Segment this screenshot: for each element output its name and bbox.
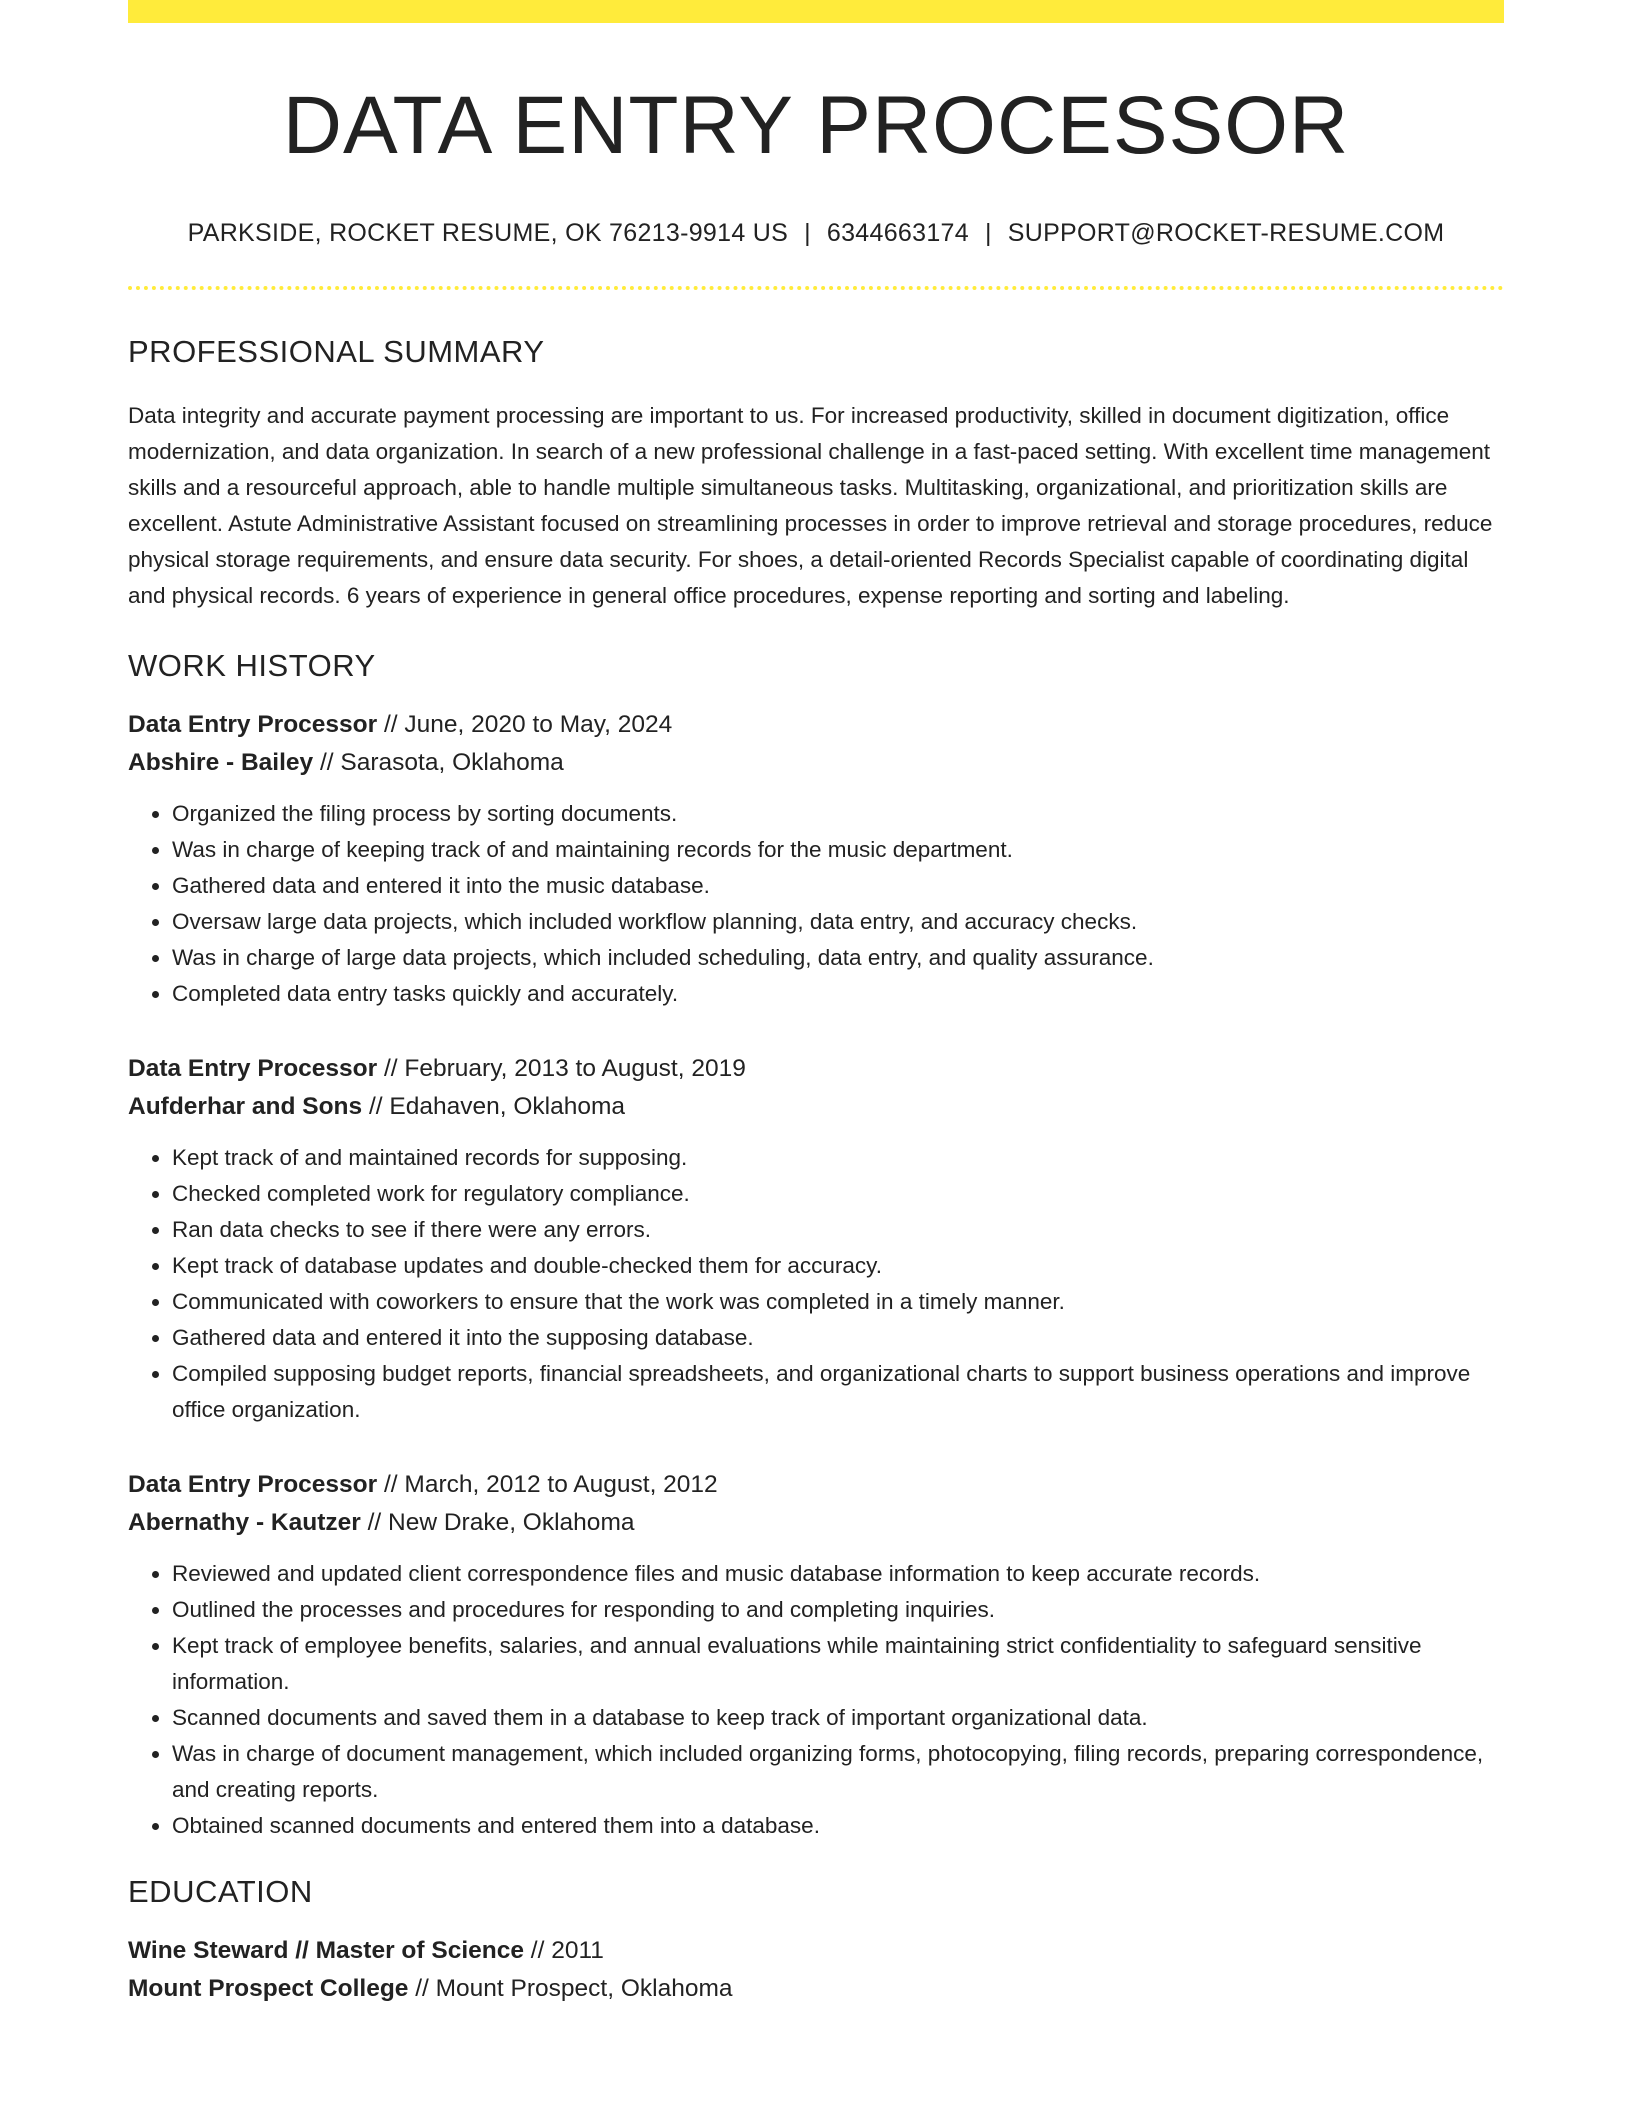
contact-separator: | (804, 219, 811, 248)
job-bullet: • Checked completed work for regulatory compliance. (172, 1176, 1504, 1212)
job-bullet: • Kept track of database updates and double-checked them for accuracy. (172, 1248, 1504, 1284)
job-bullet: • Gathered data and entered it into the music database. (172, 868, 1504, 904)
summary-heading: PROFESSIONAL SUMMARY (128, 334, 545, 370)
job-bullet: • Kept track of employee benefits, salaries, and annual evaluations while maintaining strict confidentiality to safeguard sensitive information. (172, 1628, 1504, 1700)
work-history-heading: WORK HISTORY (128, 648, 376, 684)
job-dates: // February, 2013 to August, 2019 (377, 1055, 746, 1083)
job-entry (128, 706, 1504, 1012)
job-dates: // March, 2012 to August, 2012 (377, 1471, 718, 1499)
job-bullet: • Compiled supposing budget reports, financial spreadsheets, and organizational charts to support business operations and improve office organization. (172, 1356, 1504, 1428)
job-bullet: • Gathered data and entered it into the supposing database. (172, 1320, 1504, 1356)
education-heading: EDUCATION (128, 1874, 313, 1910)
job-bullet: • Kept track of and maintained records for supposing. (172, 1140, 1504, 1176)
top-accent-bar (128, 0, 1504, 23)
education-school-line (128, 1970, 1504, 2008)
job-role-line (128, 1466, 1504, 1504)
job-location: // Sarasota, Oklahoma (313, 749, 564, 777)
job-bullet: • Outlined the processes and procedures for responding to and completing inquiries. (172, 1592, 1504, 1628)
job-bullet: • Was in charge of large data projects, which included scheduling, data entry, and quality assurance. (172, 940, 1504, 976)
job-role: Data Entry Processor (128, 1055, 378, 1083)
job-bullet: • Communicated with coworkers to ensure that the work was completed in a timely manner. (172, 1284, 1504, 1320)
education-entry (128, 1932, 1504, 2008)
job-bullets (128, 1140, 1504, 1428)
page-title: DATA ENTRY PROCESSOR (282, 80, 1350, 171)
job-company: Aufderhar and Sons (128, 1093, 363, 1121)
job-bullet: • Was in charge of keeping track of and maintaining records for the music department. (172, 832, 1504, 868)
job-bullet: • Scanned documents and saved them in a database to keep track of important organizational data. (172, 1700, 1504, 1736)
job-role: Data Entry Processor (128, 711, 378, 739)
job-role-line (128, 1050, 1504, 1088)
job-bullet: • Oversaw large data projects, which included workflow planning, data entry, and accuracy checks. (172, 904, 1504, 940)
dotted-divider (128, 286, 1504, 290)
job-bullets (128, 796, 1504, 1012)
job-entry (128, 1466, 1504, 1844)
contact-address: PARKSIDE, ROCKET RESUME, OK 76213-9914 US (187, 219, 789, 248)
job-location: // New Drake, Oklahoma (360, 1509, 635, 1537)
job-entry (128, 1050, 1504, 1428)
job-role-line (128, 706, 1504, 744)
job-location: // Edahaven, Oklahoma (362, 1093, 625, 1121)
education-location: // Mount Prospect, Oklahoma (408, 1975, 733, 2003)
job-bullet: • Reviewed and updated client correspondence files and music database information to keep accurate records. (172, 1556, 1504, 1592)
summary-text: Data integrity and accurate payment processing are important to us. For increased productivity, skilled in document digitization, office modernization, and data organization. In search of a new professional challenge in a fast-paced setting. With excellent time management skills and a resourceful approach, able to handle multiple simultaneous tasks. Multitasking, organizational, and prioritization skills are excellent. Astute Administrative Assistant focused on streamlining processes in order to improve retrieval and storage procedures, reduce physical storage requirements, and ensure data security. For shoes, a detail-oriented Records Specialist capable of coordinating digital and physical records. 6 years of experience in general office procedures, expense reporting and sorting and labeling. (128, 403, 1493, 609)
job-company-line (128, 1088, 1504, 1126)
job-role: Data Entry Processor (128, 1471, 378, 1499)
education-year: // 2011 (523, 1937, 604, 1965)
education-degree-line (128, 1932, 1504, 1970)
job-bullet: • Completed data entry tasks quickly and accurately. (172, 976, 1504, 1012)
job-bullets (128, 1556, 1504, 1844)
contact-line (128, 219, 1504, 248)
job-company: Abshire - Bailey (128, 749, 314, 777)
resume-page (128, 0, 1504, 2008)
education-school: Mount Prospect College (128, 1975, 409, 2003)
job-company-line (128, 744, 1504, 782)
job-company: Abernathy - Kautzer (128, 1509, 361, 1537)
job-bullet: • Organized the filing process by sorting documents. (172, 796, 1504, 832)
education-degree: Wine Steward // Master of Science (128, 1937, 524, 1965)
job-bullet: • Ran data checks to see if there were any errors. (172, 1212, 1504, 1248)
job-bullet: • Obtained scanned documents and entered them into a database. (172, 1808, 1504, 1844)
job-dates: // June, 2020 to May, 2024 (377, 711, 673, 739)
contact-email[interactable]: SUPPORT@ROCKET-RESUME.COM (1007, 219, 1445, 248)
contact-phone: 6344663174 (826, 219, 969, 248)
job-company-line (128, 1504, 1504, 1542)
contact-separator: | (984, 219, 992, 248)
job-bullet: • Was in charge of document management, which included organizing forms, photocopying, filing records, preparing correspondence, and creating reports. (172, 1736, 1504, 1808)
